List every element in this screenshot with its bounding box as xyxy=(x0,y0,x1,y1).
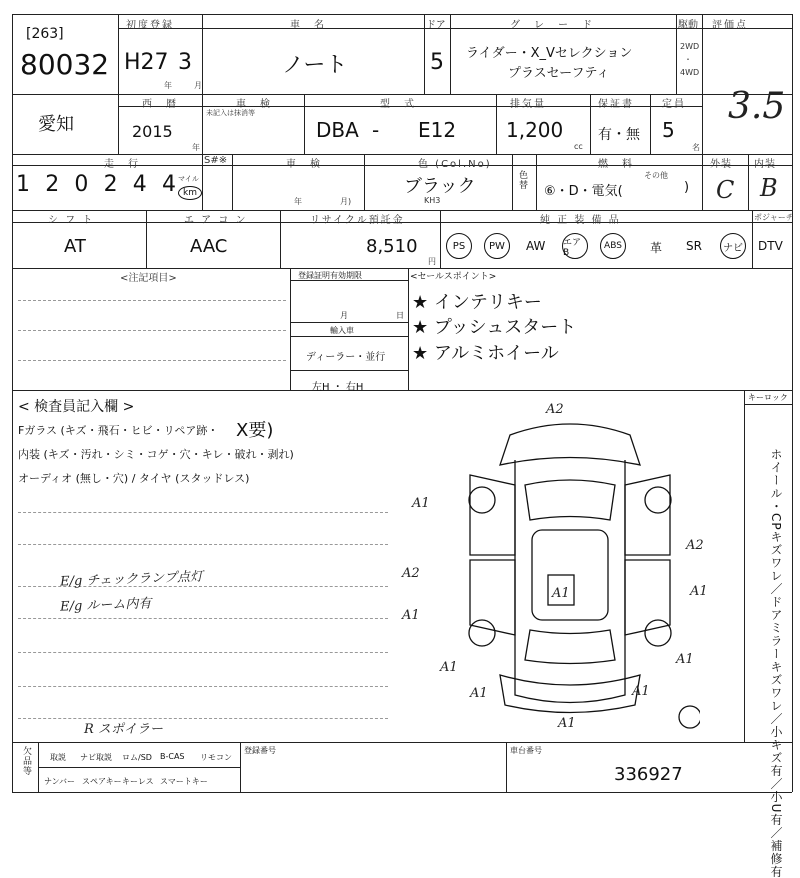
col-line xyxy=(304,94,305,154)
recycle-amount: 8,510 xyxy=(366,236,418,257)
lot-number: 80032 xyxy=(20,48,110,81)
col-line xyxy=(364,154,365,210)
col-line xyxy=(496,94,497,154)
damage-mark: A1 xyxy=(552,586,570,601)
col-line xyxy=(280,210,281,268)
row-line xyxy=(12,14,792,15)
rear-bumper-outline xyxy=(500,675,640,713)
score-handwritten: 3.5 xyxy=(728,86,786,127)
label-line xyxy=(290,370,408,371)
handwritten-note: R スポイラー xyxy=(84,722,163,737)
missing-label: 欠品等 xyxy=(21,746,31,776)
sales-points-label: <セールスポイント> xyxy=(410,272,497,282)
month-unit: 月 xyxy=(194,81,202,90)
damage-mark: A1 xyxy=(676,652,694,667)
color-change-label: 色替 xyxy=(517,170,527,190)
label-line xyxy=(290,336,408,337)
mileage-digits xyxy=(16,172,176,204)
label-line xyxy=(38,767,240,768)
color: ブラック xyxy=(404,176,476,197)
mileage-digit: 2 xyxy=(45,172,60,197)
missing-item: ナビ取説 xyxy=(80,753,112,762)
equipment-sunroof: SR xyxy=(686,239,702,253)
car-name: ノート xyxy=(282,53,348,78)
region: 愛知 xyxy=(38,114,74,135)
col-line xyxy=(12,14,13,792)
row-line xyxy=(12,792,792,793)
glass-mark: X要) xyxy=(236,420,274,441)
dashed-line xyxy=(18,330,286,331)
door-label: ドア xyxy=(426,20,446,31)
missing-item: スペアキー xyxy=(82,777,122,786)
shift-label: シ フ ト xyxy=(48,215,95,226)
left-front-door xyxy=(470,475,515,555)
right-rear-door xyxy=(625,560,670,635)
capacity-label: 定員 xyxy=(662,99,686,110)
damage-mark: A1 xyxy=(558,716,576,731)
damage-mark: A1 xyxy=(412,496,430,511)
mileage-digit: 1 xyxy=(16,172,30,197)
col-line xyxy=(290,268,291,390)
drive-4wd: 4WD xyxy=(680,68,700,77)
fuel-options: ⑥・D・電気( xyxy=(544,184,623,199)
chassis-number: 336927 xyxy=(614,764,683,785)
col-line xyxy=(512,154,513,210)
damage-mark: A2 xyxy=(686,538,704,553)
col-line xyxy=(536,154,537,210)
grade-label: グ レ ー ド xyxy=(510,20,594,31)
wheel-right-rear xyxy=(645,620,671,646)
model-label: 型 式 xyxy=(380,99,416,110)
equipment-dtv: DTV xyxy=(758,239,783,253)
col-line xyxy=(650,94,651,154)
registration-day: 日 xyxy=(396,311,404,320)
missing-item: キーレス xyxy=(122,777,154,786)
sharp-label: S#※ xyxy=(204,155,228,166)
import-dealer: ディーラー・並行 xyxy=(306,352,386,363)
displacement-unit: cc xyxy=(574,142,583,151)
shaken-year: 年 xyxy=(294,197,302,206)
mileage-digit: 4 xyxy=(161,172,176,197)
steering-side: 左H ・ 右H xyxy=(312,382,364,393)
col-line xyxy=(408,268,409,390)
interior-condition-line: 内装 (キズ・汚れ・シミ・コゲ・穴・キレ・破れ・剥れ) xyxy=(18,448,294,461)
equipment-aw: AW xyxy=(526,239,546,253)
displacement-label: 排気量 xyxy=(510,99,546,110)
sales-point: ★ インテリキー xyxy=(412,292,542,313)
col-line xyxy=(744,390,745,742)
registration-expiry-label: 登録証明有効期限 xyxy=(298,271,362,280)
ac-label: エ ア コ ン xyxy=(184,215,248,226)
car-name-label: 車 名 xyxy=(290,20,326,31)
dashed-line xyxy=(18,360,286,361)
color-code: KH3 xyxy=(424,196,441,205)
shift: AT xyxy=(64,236,86,257)
registration-number-label: 登録番号 xyxy=(244,746,276,755)
grade-line-1: ライダー・X_Vセレクション xyxy=(466,46,633,61)
col-line xyxy=(450,14,451,94)
interior-grade: B xyxy=(760,174,778,202)
handwritten-note: E/g チェックランプ点灯 xyxy=(59,569,204,590)
col-line xyxy=(118,94,119,154)
recycle-label: リサイクル預託金 xyxy=(310,215,405,226)
mileage-unit-mile: マイル xyxy=(178,175,199,183)
label-line xyxy=(744,404,792,405)
caution-label: <注記項目> xyxy=(120,273,177,284)
year-unit: 年 xyxy=(164,81,172,90)
wheel-left-rear xyxy=(469,620,495,646)
missing-item: 取説 xyxy=(50,753,66,762)
dashed-line xyxy=(18,652,388,653)
drive-label: 駆動 xyxy=(678,20,698,31)
windshield-outline xyxy=(525,480,615,520)
grade-line-2: プラスセーフティ xyxy=(508,66,610,81)
sales-point: ★ アルミホイール xyxy=(412,343,559,364)
color-label: 色 (Col.No) xyxy=(418,159,492,170)
equipment-label: 純 正 装 備 品 xyxy=(540,215,621,226)
registration-month: 月 xyxy=(340,311,348,320)
col-line xyxy=(752,210,753,268)
side-note: ホイール・CPキズワレ／ドアミラーキズワレ／小キズ有／小U有／補修有 xyxy=(769,448,783,878)
handwritten-note: E/g ルーム内有 xyxy=(59,596,152,615)
col-line xyxy=(424,14,425,94)
capacity-unit: 名 xyxy=(692,143,700,152)
chassis-label: 車台番号 xyxy=(510,746,542,755)
dashed-line xyxy=(18,618,388,619)
col-line xyxy=(202,14,203,94)
damage-mark: A2 xyxy=(546,402,564,417)
equipment-pw: PW xyxy=(484,233,510,259)
col-line xyxy=(792,14,793,792)
ac: AAC xyxy=(190,236,228,257)
inspector-title: < 検査員記入欄 > xyxy=(18,399,135,415)
capacity: 5 xyxy=(662,118,675,142)
audio-tire-line: オーディオ (無し・穴) / タイヤ (スタッドレス) xyxy=(18,472,250,485)
exterior-label: 外装 xyxy=(710,159,732,170)
damage-mark: A1 xyxy=(690,584,708,599)
mileage-digit: 0 xyxy=(74,172,89,197)
col-line xyxy=(232,154,233,210)
inspection-note: 未記入は抹消等 xyxy=(206,109,255,117)
damage-mark: A2 xyxy=(402,566,420,581)
dashed-line xyxy=(18,718,388,719)
col-line xyxy=(676,14,677,94)
label-line xyxy=(290,322,408,323)
col-line xyxy=(440,210,441,268)
extra-equipment-label: ポジャーチ xyxy=(754,213,794,222)
spare-tire xyxy=(679,706,700,728)
col-line xyxy=(146,210,147,268)
col-line xyxy=(202,94,203,154)
wheel-right-front xyxy=(645,487,671,513)
glass-line: Fガラス (キズ・飛石・ヒビ・リペア跡・ xyxy=(18,424,219,437)
displacement: 1,200 xyxy=(506,118,564,142)
keylock-label: キーロック xyxy=(748,393,788,402)
model-code: E12 xyxy=(418,118,457,142)
equipment-airbag: エアB xyxy=(562,233,588,259)
warranty-label: 保証書 xyxy=(598,99,634,110)
fuel-other: その他 xyxy=(644,171,668,180)
sales-point: ★ プッシュスタート xyxy=(412,317,577,338)
registration-era-year: H27 xyxy=(124,50,169,75)
damage-mark: A1 xyxy=(402,608,420,623)
col-line xyxy=(240,742,241,792)
lot-prefix: [263] xyxy=(26,26,64,42)
missing-item: スマートキー xyxy=(160,777,208,786)
damage-mark: A1 xyxy=(632,684,650,699)
year-label: 西 暦 xyxy=(142,99,178,110)
hood-outline xyxy=(500,424,640,465)
mileage-digit: 4 xyxy=(132,172,147,197)
mileage-label: 走 行 xyxy=(104,159,140,170)
fuel-close: ) xyxy=(684,180,690,195)
mileage-unit-km: km xyxy=(178,186,202,200)
fuel-label: 燃 料 xyxy=(598,159,634,170)
left-rear-door xyxy=(470,560,515,635)
door-count: 5 xyxy=(430,50,444,75)
dashed-line xyxy=(18,300,286,301)
row-line xyxy=(12,390,792,391)
col-line xyxy=(202,154,203,210)
missing-item: リモコン xyxy=(200,753,232,762)
equipment-leather: 革 xyxy=(650,241,663,255)
model-year-unit: 年 xyxy=(192,143,200,152)
missing-item: ナンバー xyxy=(44,777,76,786)
wheel-left-front xyxy=(469,487,495,513)
inspection-label: 車 検 xyxy=(236,99,272,110)
recycle-unit: 円 xyxy=(428,257,436,266)
shaken-label: 車 検 xyxy=(286,159,322,170)
col-line xyxy=(590,94,591,154)
col-line xyxy=(118,14,119,94)
right-front-door xyxy=(625,475,670,555)
exterior-grade: C xyxy=(716,176,735,204)
model-dash: - xyxy=(372,118,380,142)
col-line xyxy=(702,14,703,154)
col-line xyxy=(702,154,703,210)
missing-item: B-CAS xyxy=(160,752,185,761)
col-line xyxy=(506,742,507,792)
warranty-options: 有・無 xyxy=(598,127,640,143)
col-line xyxy=(748,154,749,210)
dashed-line xyxy=(18,512,388,513)
dashed-line xyxy=(18,686,388,687)
equipment-navi: ナビ xyxy=(720,233,746,259)
shaken-month: 月) xyxy=(340,197,352,206)
dashed-line xyxy=(18,544,388,545)
rear-window-outline xyxy=(525,630,615,664)
equipment-abs: ABS xyxy=(600,233,626,259)
import-label: 輸入車 xyxy=(330,326,354,335)
first-registration-label: 初度登録 xyxy=(126,20,174,31)
missing-item: ロム/SD xyxy=(122,753,152,762)
row-line xyxy=(12,742,792,743)
model-year: 2015 xyxy=(132,122,173,141)
damage-mark: A1 xyxy=(440,660,458,675)
registration-month: 3 xyxy=(178,50,192,75)
damage-mark: A1 xyxy=(470,686,488,701)
interior-label: 内装 xyxy=(754,159,776,170)
mileage-digit: 2 xyxy=(103,172,118,197)
equipment-ps: PS xyxy=(446,233,472,259)
drive-2wd: 2WD xyxy=(680,42,700,51)
model-prefix: DBA xyxy=(316,118,359,142)
drive-separator: ・ xyxy=(684,55,692,64)
score-label: 評価点 xyxy=(712,20,748,31)
